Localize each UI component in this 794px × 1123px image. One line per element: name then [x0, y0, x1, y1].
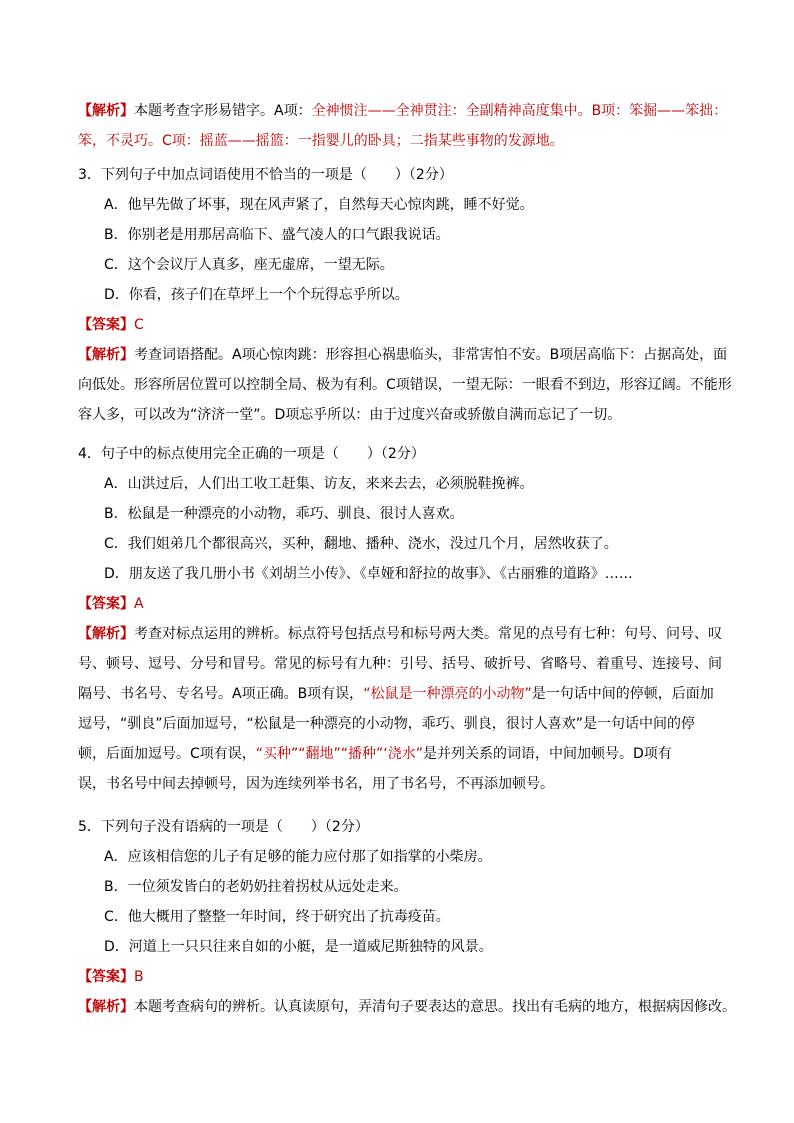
analysis-label: 【解析】 — [78, 347, 134, 363]
option-d: D．河道上一只只往来自如的小艇，是一道威尼斯独特的风景。 — [104, 939, 493, 955]
analysis-line: 【解析】考查词语搭配。A项心惊肉跳：形容担心祸患临头，非常害怕不安。B项居高临下：占据高处，面 — [78, 347, 728, 363]
answer-value: C — [134, 317, 144, 333]
answer-value: A — [134, 596, 144, 612]
option-c: C．这个会议厅人真多，座无虚席，一望无际。 — [104, 257, 394, 273]
option-a: A．他早先做了坏事，现在风声紧了，自然每天心惊肉跳，睡不好觉。 — [104, 197, 534, 213]
option-a: A．应该相信您的儿子有足够的能力应付那了如指掌的小柴房。 — [104, 849, 492, 865]
option-b: B．你别老是用那居高临下、盛气凌人的口气跟我说话。 — [104, 227, 450, 243]
option-a: A．山洪过后，人们出工收工赶集、访友，来来去去，必须脱鞋挽裤。 — [104, 476, 534, 492]
item2-analysis-block — [78, 96, 728, 156]
analysis-line: 号、顿号、逗号、分号和冒号。常见的标号有九种：引号、括号、破折号、省略号、着重号、连接号、间 — [78, 656, 722, 672]
analysis-line: 隔号、书名号、专名号。A项正确。B项有误，“松鼠是一种漂亮的小动物”是一句话中间的停顿，后面加 — [78, 686, 714, 702]
analysis-line: 误，书名号中间去掉顿号，因为连续列举书名，用了书名号，不再添加顿号。 — [78, 776, 554, 792]
answer-line — [78, 589, 718, 619]
question-stem: 5．下列句子没有语病的一项是（ ）（2分） — [78, 819, 369, 835]
analysis-line: 顿，后面加逗号。C项有误，“买种”“翻地”“播种”‘浇水”是并列关系的词语，中间加顿号。D项有 — [78, 746, 672, 762]
analysis-line: 逗号，“驯良”后面加逗号，“松鼠是一种漂亮的小动物，乖巧、驯良，很讨人喜欢”是一句话中间的停 — [78, 716, 696, 732]
answer-label: 【答案】 — [78, 317, 134, 333]
option-d: D．你看，孩子们在草坪上一个个玩得忘乎所以。 — [104, 287, 409, 303]
option-c: C．我们姐弟几个都很高兴，买种，翻地、播种、浇水，没过几个月，居然收获了。 — [104, 536, 618, 552]
answer-label: 【答案】 — [78, 596, 134, 612]
analysis-label: 【解析】 — [78, 626, 134, 642]
option-d: D．朋友送了我几册小书《刘胡兰小传》、《卓娅和舒拉的故事》、《古丽雅的道路》…… — [104, 566, 633, 582]
analysis-line: 【解析】本题考查字形易错字。A项：全神惯注——全神贯注：全副精神高度集中。B项：笨掘——笨拙： — [78, 103, 728, 119]
analysis-line: 向低处。形容所居位置可以控制全局、极为有利。C项错误，一望无际：一眼看不到边，形容辽阔。不能形 — [78, 377, 732, 393]
option-b: B．松鼠是一种漂亮的小动物，乖巧、驯良、很讨人喜欢。 — [104, 506, 464, 522]
question-4 — [78, 439, 722, 799]
answer-label: 【答案】 — [78, 969, 134, 985]
question-3 — [78, 160, 732, 430]
analysis-label: 【解析】 — [78, 999, 134, 1015]
analysis-line: 笨，不灵巧。C项：摇蓝——摇篮：一指婴儿的卧具；二指某些事物的发源地。 — [78, 133, 564, 149]
analysis-label: 【解析】 — [78, 103, 134, 119]
option-b: B．一位须发皆白的老奶奶拄着拐杖从远处走来。 — [104, 879, 408, 895]
question-5 — [78, 812, 736, 1022]
analysis-line: 【解析】考查对标点运用的辨析。标点符号包括点号和标号两大类。常见的点号有七种：句号、问号、叹 — [78, 626, 722, 642]
question-stem: 4．句子中的标点使用完全正确的一项是（ ）（2分） — [78, 446, 425, 462]
answer-line — [78, 310, 718, 340]
analysis-line: 【解析】本题考查病句的辨析。认真读原句，弄清句子要表达的意思。找出有毛病的地方，根据病因修改。 — [78, 999, 736, 1015]
answer-line — [78, 962, 718, 992]
question-stem: 3．下列句子中加点词语使用不恰当的一项是（ ）（2分） — [78, 167, 453, 183]
analysis-line: 容人多，可以改为“济济一堂”。D项忘乎所以：由于过度兴奋或骄傲自满而忘记了一切。 — [78, 407, 622, 423]
option-c: C．他大概用了整整一年时间，终于研究出了抗毒疫苗。 — [104, 909, 450, 925]
answer-value: B — [134, 969, 144, 985]
